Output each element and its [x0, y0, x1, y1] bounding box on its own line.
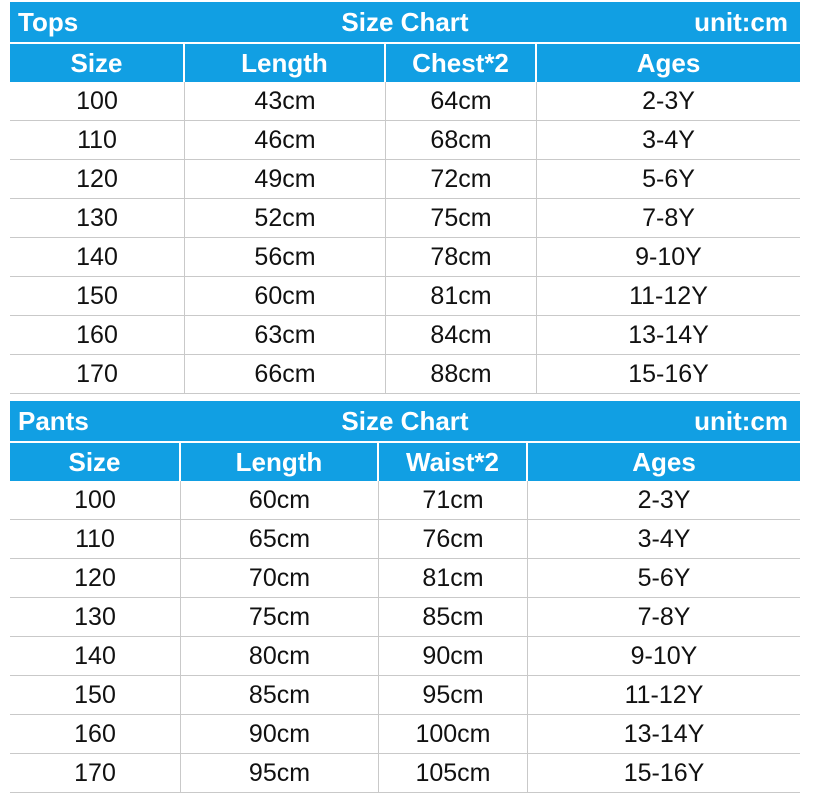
table-row	[10, 160, 800, 199]
pants-cell-ages: 13-14Y	[623, 719, 705, 748]
tops-header-size: Size	[10, 44, 185, 82]
table-row	[10, 121, 800, 160]
pants-cell-length: 85cm	[181, 676, 379, 714]
tops-cell-chest: 88cm	[386, 355, 537, 393]
pants-unit-label: unit:cm	[694, 406, 788, 436]
pants-cell-waist: 105cm	[379, 754, 528, 792]
tops-cell-size: 150	[10, 277, 185, 315]
pants-cell-length: 90cm	[181, 715, 379, 753]
tops-cell-ages: 7-8Y	[642, 203, 695, 232]
table-row	[10, 355, 800, 394]
pants-cell-waist: 85cm	[379, 598, 528, 636]
table-row	[10, 520, 800, 559]
pants-cell-length: 70cm	[181, 559, 379, 597]
tops-size-chart	[10, 2, 800, 394]
pants-header-length: Length	[181, 443, 379, 481]
pants-cell-size: 100	[10, 481, 181, 519]
tops-cell-chest: 84cm	[386, 316, 537, 354]
tops-cell-length: 52cm	[185, 199, 386, 237]
tops-cell-length: 60cm	[185, 277, 386, 315]
pants-header-size: Size	[10, 443, 181, 481]
tops-cell-size: 160	[10, 316, 185, 354]
tops-cell-size: 140	[10, 238, 185, 276]
pants-cell-length: 75cm	[181, 598, 379, 636]
tops-header-ages: Ages	[636, 47, 701, 78]
pants-cell-length: 80cm	[181, 637, 379, 675]
tops-cell-ages: 2-3Y	[642, 86, 695, 115]
tops-cell-ages: 11-12Y	[629, 281, 708, 310]
tops-cell-length: 49cm	[185, 160, 386, 198]
tops-header-length: Length	[185, 44, 386, 82]
tops-cell-length: 46cm	[185, 121, 386, 159]
tops-cell-size: 110	[10, 121, 185, 159]
tops-table-body	[10, 82, 800, 394]
tops-cell-chest: 72cm	[386, 160, 537, 198]
pants-cell-size: 140	[10, 637, 181, 675]
pants-cell-ages: 11-12Y	[624, 680, 704, 709]
pants-size-chart	[10, 401, 800, 793]
pants-cell-ages: 7-8Y	[637, 602, 691, 631]
tops-cell-size: 170	[10, 355, 185, 393]
tops-cell-chest: 78cm	[386, 238, 537, 276]
tops-cell-length: 63cm	[185, 316, 386, 354]
tops-cell-ages: 3-4Y	[642, 125, 695, 154]
pants-cell-ages: 9-10Y	[630, 641, 698, 670]
pants-chart-title: Size Chart	[341, 406, 469, 436]
tops-header-row	[10, 42, 800, 82]
pants-cell-waist: 95cm	[379, 676, 528, 714]
tops-cell-ages: 15-16Y	[628, 359, 709, 388]
tops-chart-title: Size Chart	[341, 7, 469, 37]
pants-cell-ages: 5-6Y	[637, 563, 691, 592]
tops-cell-chest: 81cm	[386, 277, 537, 315]
tops-cell-length: 43cm	[185, 82, 386, 120]
pants-cell-ages: 15-16Y	[623, 758, 705, 787]
pants-header-row	[10, 441, 800, 481]
table-row	[10, 598, 800, 637]
pants-cell-size: 110	[10, 520, 181, 558]
table-row	[10, 481, 800, 520]
pants-table-body	[10, 481, 800, 793]
pants-cell-waist: 81cm	[379, 559, 528, 597]
pants-cell-ages: 2-3Y	[637, 485, 691, 514]
tops-unit-label: unit:cm	[694, 7, 788, 37]
table-row	[10, 715, 800, 754]
table-row	[10, 754, 800, 793]
table-row	[10, 316, 800, 355]
pants-cell-length: 65cm	[181, 520, 379, 558]
pants-cell-size: 130	[10, 598, 181, 636]
tops-cell-ages: 9-10Y	[635, 242, 702, 271]
pants-cell-length: 60cm	[181, 481, 379, 519]
tops-cell-size: 100	[10, 82, 185, 120]
table-row	[10, 277, 800, 316]
pants-category-label: Pants	[18, 406, 89, 436]
pants-cell-size: 160	[10, 715, 181, 753]
tops-cell-size: 120	[10, 160, 185, 198]
pants-header-waist: Waist*2	[379, 443, 528, 481]
tops-cell-chest: 75cm	[386, 199, 537, 237]
table-row	[10, 199, 800, 238]
table-row	[10, 82, 800, 121]
pants-cell-waist: 90cm	[379, 637, 528, 675]
tops-cell-chest: 68cm	[386, 121, 537, 159]
tops-cell-length: 56cm	[185, 238, 386, 276]
pants-cell-size: 150	[10, 676, 181, 714]
tops-category-label: Tops	[18, 7, 79, 37]
pants-cell-size: 170	[10, 754, 181, 792]
pants-title-bar	[10, 401, 800, 441]
tops-cell-size: 130	[10, 199, 185, 237]
tops-header-chest: Chest*2	[386, 44, 537, 82]
table-row	[10, 238, 800, 277]
tops-cell-chest: 64cm	[386, 82, 537, 120]
pants-cell-ages: 3-4Y	[637, 524, 691, 553]
table-row	[10, 637, 800, 676]
pants-cell-waist: 71cm	[379, 481, 528, 519]
pants-cell-size: 120	[10, 559, 181, 597]
pants-header-ages: Ages	[632, 446, 696, 477]
tops-cell-ages: 13-14Y	[628, 320, 709, 349]
pants-cell-waist: 100cm	[379, 715, 528, 753]
tops-cell-length: 66cm	[185, 355, 386, 393]
pants-cell-length: 95cm	[181, 754, 379, 792]
table-row	[10, 559, 800, 598]
tops-cell-ages: 5-6Y	[642, 164, 695, 193]
table-row	[10, 676, 800, 715]
tops-title-bar	[10, 2, 800, 42]
pants-cell-waist: 76cm	[379, 520, 528, 558]
